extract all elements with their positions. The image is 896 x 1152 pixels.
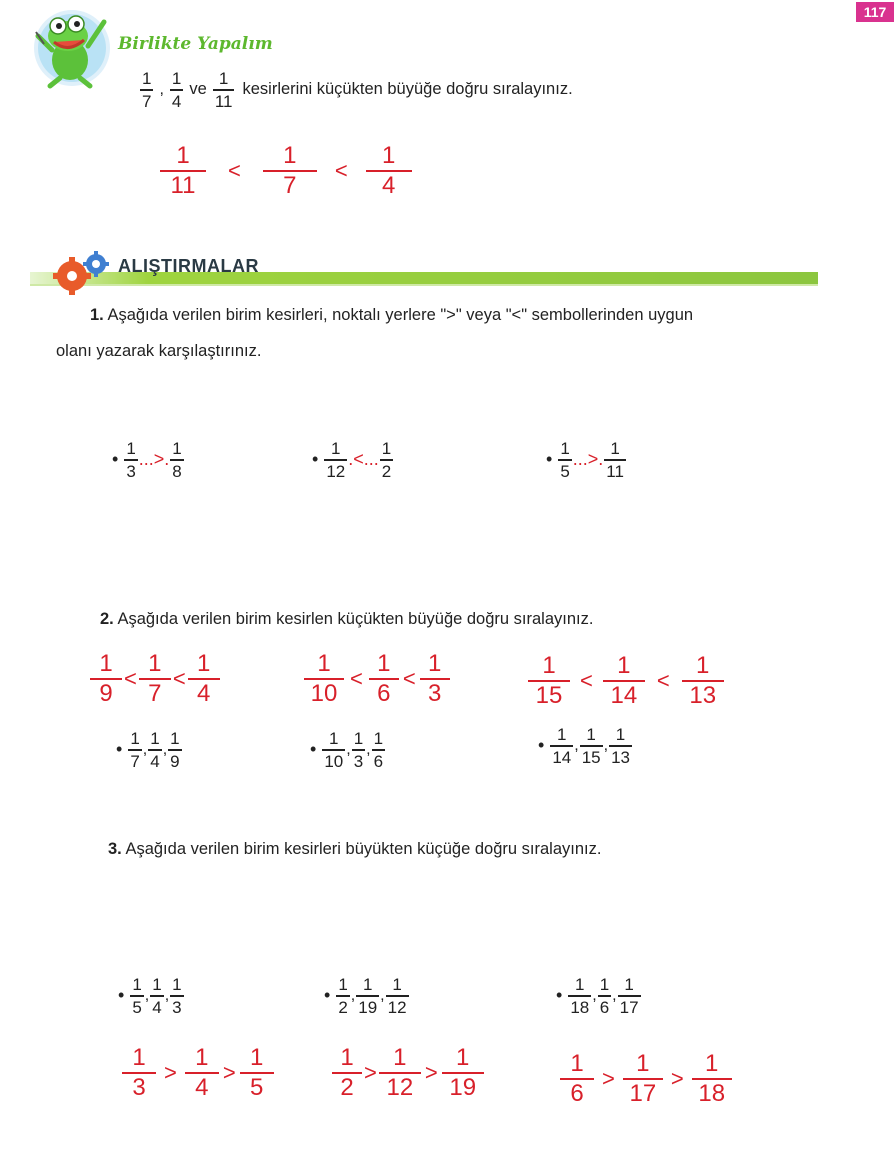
answer-fraction: $\frac{1}{18}$: [692, 1052, 732, 1106]
q3-given-1: • $\frac{1}{5}$ , $\frac{1}{4}$ , $\frac{1}{3}$: [118, 975, 182, 1017]
fraction: $\frac{1}{11}$: [606, 439, 624, 481]
answer-fraction: $\frac{1}{4}$: [366, 144, 412, 198]
q1-item-1: • $\frac{1}{3}$ ...>. $\frac{1}{8}$: [112, 439, 182, 481]
section-title-birlikte: Birlikte Yapalım: [118, 34, 273, 54]
answer-fraction: $\frac{1}{15}$: [528, 654, 570, 708]
page-number-badge: 117: [856, 2, 894, 22]
answer-fraction: $\frac{1}{13}$: [682, 654, 724, 708]
q3-answer-2: $\frac{1}{2}$ > $\frac{1}{12}$ > $\frac{1}{19}$: [332, 1046, 484, 1100]
fraction: $\frac{1}{12}$: [326, 439, 346, 481]
q2-given-1: • $\frac{1}{7}$ , $\frac{1}{4}$ , $\frac{1}{9}$: [116, 729, 180, 771]
answer-fraction: $\frac{1}{4}$: [188, 652, 220, 706]
fraction: $\frac{1}{4}$: [152, 975, 162, 1017]
q2-answer-1: $\frac{1}{9}$ < $\frac{1}{7}$ < $\frac{1}{4}$: [90, 652, 220, 706]
fraction: $\frac{1}{11}$: [214, 69, 233, 111]
fraction: $\frac{1}{5}$: [132, 975, 142, 1017]
q1-item-2: • $\frac{1}{12}$ .<... $\frac{1}{2}$: [312, 439, 392, 481]
answer-fraction: $\frac{1}{6}$: [560, 1052, 594, 1106]
answer-fraction: $\frac{1}{14}$: [603, 654, 645, 708]
fraction: $\frac{1}{4}$: [171, 69, 182, 111]
answer-fraction: $\frac{1}{3}$: [420, 652, 450, 706]
fraction: $\frac{1}{17}$: [619, 975, 639, 1017]
fraction: $\frac{1}{2}$: [381, 439, 392, 481]
q3-given-3: • $\frac{1}{18}$ , $\frac{1}{6}$ , $\frac{1}{17}$: [556, 975, 639, 1017]
fraction: $\frac{1}{13}$: [611, 725, 630, 767]
fraction: $\frac{1}{5}$: [560, 439, 570, 481]
fraction: $\frac{1}{15}$: [581, 725, 601, 767]
birlikte-instruction: $\frac{1}{7}$ , $\frac{1}{4}$ ve $\frac{1}{11}$ kesirlerini küçükten büyüğe doğru sıralayınız.: [142, 69, 573, 111]
q2-answer-2: $\frac{1}{10}$ < $\frac{1}{6}$ < $\frac{1}{3}$: [304, 652, 450, 706]
answer-fraction: $\frac{1}{10}$: [304, 652, 344, 706]
answer-fraction: $\frac{1}{19}$: [442, 1046, 484, 1100]
q2-given-3: • $\frac{1}{14}$ , $\frac{1}{15}$ , $\frac{1}{13}$: [538, 725, 630, 767]
answer-symbol: ...>.: [138, 449, 170, 470]
fraction: $\frac{1}{9}$: [170, 729, 180, 771]
question-3: 3. Aşağıda verilen birim kesirleri büyükten küçüğe doğru sıralayınız.: [108, 840, 602, 858]
frog-mascot-icon: [30, 6, 114, 90]
gears-icon: [50, 250, 114, 296]
fraction: $\frac{1}{7}$: [130, 729, 140, 771]
fraction: $\frac{1}{14}$: [552, 725, 572, 767]
answer-fraction: $\frac{1}{2}$: [332, 1046, 362, 1100]
q3-given-2: • $\frac{1}{2}$ , $\frac{1}{19}$ , $\frac{1}{12}$: [324, 975, 407, 1017]
question-2: 2. Aşağıda verilen birim kesirlen küçükten büyüğe doğru sıralayınız.: [100, 610, 594, 628]
fraction: $\frac{1}{3}$: [126, 439, 136, 481]
q2-answer-3: $\frac{1}{15}$ < $\frac{1}{14}$ < $\frac{1}{13}$: [528, 654, 724, 708]
answer-fraction: $\frac{1}{4}$: [185, 1046, 219, 1100]
answer-fraction: $\frac{1}{17}$: [623, 1052, 663, 1106]
fraction: $\frac{1}{7}$: [142, 69, 152, 111]
q3-answer-1: $\frac{1}{3}$ > $\frac{1}{4}$ > $\frac{1}{5}$: [122, 1046, 274, 1100]
answer-fraction: $\frac{1}{7}$: [263, 144, 317, 198]
q1-item-3: • $\frac{1}{5}$ ...>. $\frac{1}{11}$: [546, 439, 624, 481]
answer-fraction: $\frac{1}{7}$: [139, 652, 171, 706]
q2-given-2: • $\frac{1}{10}$ , $\frac{1}{3}$ , $\frac{1}{6}$: [310, 729, 384, 771]
birlikte-answer: $\frac{1}{11}$ < $\frac{1}{7}$ < $\frac{1}{4}$: [160, 144, 412, 198]
question-1-line1: 1. Aşağıda verilen birim kesirleri, noktalı yerlere ">" veya "<" sembollerinden uygun: [90, 306, 694, 324]
answer-fraction: $\frac{1}{12}$: [379, 1046, 421, 1100]
fraction: $\frac{1}{6}$: [599, 975, 610, 1017]
fraction: $\frac{1}{8}$: [172, 439, 182, 481]
answer-fraction: $\frac{1}{9}$: [90, 652, 122, 706]
fraction: $\frac{1}{18}$: [570, 975, 590, 1017]
answer-fraction: $\frac{1}{11}$: [160, 144, 206, 198]
answer-fraction: $\frac{1}{5}$: [240, 1046, 274, 1100]
q3-answer-3: $\frac{1}{6}$ > $\frac{1}{17}$ > $\frac{1}{18}$: [560, 1052, 732, 1106]
answer-symbol: ...>.: [572, 449, 604, 470]
fraction: $\frac{1}{3}$: [172, 975, 182, 1017]
fraction: $\frac{1}{4}$: [150, 729, 160, 771]
answer-symbol: .<...: [348, 449, 379, 470]
answer-fraction: $\frac{1}{6}$: [369, 652, 399, 706]
section-divider-underline: [30, 284, 818, 286]
fraction: $\frac{1}{19}$: [358, 975, 378, 1017]
fraction: $\frac{1}{12}$: [387, 975, 407, 1017]
question-1-line2: olanı yazarak karşılaştırınız.: [56, 342, 262, 360]
fraction: $\frac{1}{6}$: [373, 729, 384, 771]
fraction: $\frac{1}{10}$: [324, 729, 344, 771]
answer-fraction: $\frac{1}{3}$: [122, 1046, 156, 1100]
fraction: $\frac{1}{2}$: [338, 975, 348, 1017]
section-title-alistirmalar: ALIŞTIRMALAR: [118, 256, 259, 276]
fraction: $\frac{1}{3}$: [353, 729, 364, 771]
